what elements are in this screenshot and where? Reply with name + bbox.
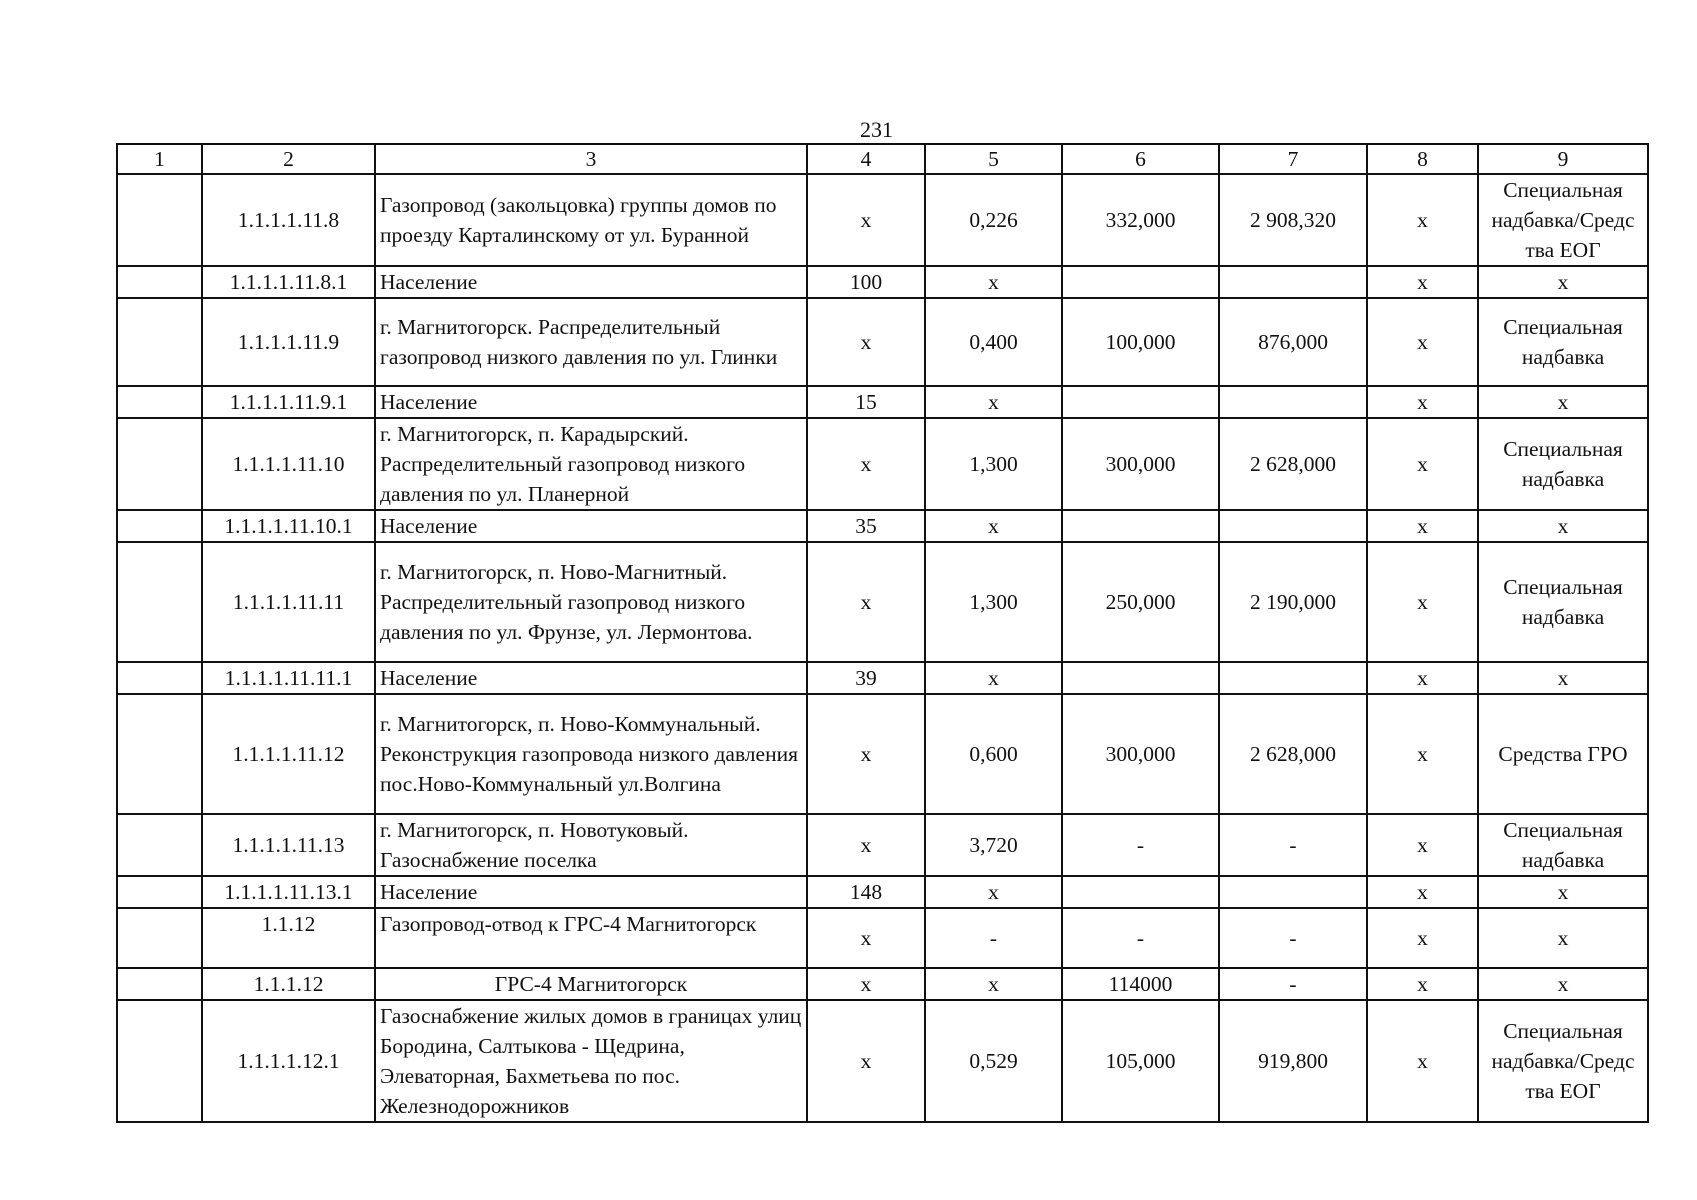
cell-col6: 105,000 — [1062, 1000, 1219, 1122]
cell-col5: х — [925, 266, 1062, 298]
cell-col5: - — [925, 908, 1062, 968]
cell-col1 — [117, 298, 202, 386]
table-row — [117, 266, 1648, 298]
column-header: 2 — [202, 144, 375, 174]
table-row — [117, 418, 1648, 510]
table-row — [117, 876, 1648, 908]
column-header: 3 — [375, 144, 807, 174]
cell-col1 — [117, 542, 202, 662]
cell-col1 — [117, 174, 202, 266]
cell-col4: 15 — [807, 386, 925, 418]
cell-col4: х — [807, 1000, 925, 1122]
cell-col4: х — [807, 814, 925, 876]
cell-col5: 1,300 — [925, 418, 1062, 510]
cell-col8: х — [1367, 266, 1478, 298]
cell-col7: - — [1219, 968, 1367, 1000]
cell-source: х — [1478, 968, 1648, 1000]
cell-col1 — [117, 510, 202, 542]
cell-col4: 39 — [807, 662, 925, 694]
cell-col8: х — [1367, 694, 1478, 814]
investment-table — [116, 143, 1649, 1123]
cell-col8: х — [1367, 1000, 1478, 1122]
cell-col6: 114000 — [1062, 968, 1219, 1000]
header-row — [117, 144, 1648, 174]
column-header: 8 — [1367, 144, 1478, 174]
table-row — [117, 298, 1648, 386]
cell-col6: 332,000 — [1062, 174, 1219, 266]
cell-source: х — [1478, 510, 1648, 542]
cell-col7: - — [1219, 814, 1367, 876]
table-row — [117, 814, 1648, 876]
column-header: 5 — [925, 144, 1062, 174]
cell-source: Специальная надбавка/Средс тва ЕОГ — [1478, 174, 1648, 266]
cell-source: х — [1478, 662, 1648, 694]
table-row — [117, 386, 1648, 418]
cell-col7 — [1219, 386, 1367, 418]
cell-col1 — [117, 1000, 202, 1122]
cell-col7 — [1219, 662, 1367, 694]
cell-col8: х — [1367, 814, 1478, 876]
cell-col1 — [117, 908, 202, 968]
cell-col4: х — [807, 418, 925, 510]
cell-col6 — [1062, 386, 1219, 418]
cell-code: 1.1.1.1.11.11.1 — [202, 662, 375, 694]
cell-col7: - — [1219, 908, 1367, 968]
cell-col5: х — [925, 386, 1062, 418]
cell-code: 1.1.1.1.11.8.1 — [202, 266, 375, 298]
cell-col1 — [117, 662, 202, 694]
cell-code: 1.1.1.1.11.11 — [202, 542, 375, 662]
cell-source: Специальная надбавка — [1478, 542, 1648, 662]
cell-col6: 100,000 — [1062, 298, 1219, 386]
cell-col7: 2 628,000 — [1219, 694, 1367, 814]
cell-col4: х — [807, 968, 925, 1000]
cell-source: Специальная надбавка/Средс тва ЕОГ — [1478, 1000, 1648, 1122]
cell-code: 1.1.1.1.11.12 — [202, 694, 375, 814]
cell-col6: - — [1062, 908, 1219, 968]
column-header: 4 — [807, 144, 925, 174]
cell-col6: 300,000 — [1062, 694, 1219, 814]
cell-code: 1.1.1.1.11.13.1 — [202, 876, 375, 908]
cell-col1 — [117, 814, 202, 876]
cell-source: Специальная надбавка — [1478, 814, 1648, 876]
cell-col7 — [1219, 266, 1367, 298]
cell-col5: х — [925, 968, 1062, 1000]
cell-col8: х — [1367, 542, 1478, 662]
cell-col7: 2 190,000 — [1219, 542, 1367, 662]
cell-code: 1.1.1.1.11.10.1 — [202, 510, 375, 542]
cell-description: г. Магнитогорск. Распределительный газопровод низкого давления по ул. Глинки — [375, 298, 807, 386]
cell-source: х — [1478, 386, 1648, 418]
cell-description: Население — [375, 266, 807, 298]
cell-description: г. Магнитогорск, п. Ново-Коммунальный. Реконструкция газопровода низкого давления пос.Ново-Коммунальный ул.Волгина — [375, 694, 807, 814]
table-row — [117, 908, 1648, 968]
table-row — [117, 662, 1648, 694]
cell-description: г. Магнитогорск, п. Карадырский. Распределительный газопровод низкого давления по ул. Планерной — [375, 418, 807, 510]
cell-col6: 250,000 — [1062, 542, 1219, 662]
cell-description: Газопровод (закольцовка) группы домов по проезду Карталинскому от ул. Буранной — [375, 174, 807, 266]
cell-col7: 876,000 — [1219, 298, 1367, 386]
table-row — [117, 174, 1648, 266]
cell-col1 — [117, 418, 202, 510]
cell-col8: х — [1367, 968, 1478, 1000]
cell-code: 1.1.1.1.11.8 — [202, 174, 375, 266]
cell-description: Население — [375, 386, 807, 418]
cell-description: Население — [375, 876, 807, 908]
cell-description: Газоснабжение жилых домов в границах улиц Бородина, Салтыкова - Щедрина, Элеваторная, Бахметьева по пос. Железнодорожников — [375, 1000, 807, 1122]
cell-code: 1.1.1.1.11.10 — [202, 418, 375, 510]
cell-col5: 1,300 — [925, 542, 1062, 662]
cell-col4: 35 — [807, 510, 925, 542]
cell-description: ГРС-4 Магнитогорск — [375, 968, 807, 1000]
cell-code: 1.1.1.1.11.9.1 — [202, 386, 375, 418]
cell-source: Специальная надбавка — [1478, 298, 1648, 386]
cell-col6 — [1062, 876, 1219, 908]
cell-col5: 0,226 — [925, 174, 1062, 266]
cell-col4: х — [807, 542, 925, 662]
cell-description: Население — [375, 662, 807, 694]
cell-col4: х — [807, 298, 925, 386]
cell-col5: х — [925, 510, 1062, 542]
cell-code: 1.1.1.1.12.1 — [202, 1000, 375, 1122]
cell-source: Специальная надбавка — [1478, 418, 1648, 510]
cell-col7 — [1219, 876, 1367, 908]
cell-col7: 919,800 — [1219, 1000, 1367, 1122]
cell-col1 — [117, 386, 202, 418]
cell-col6 — [1062, 662, 1219, 694]
cell-col8: х — [1367, 908, 1478, 968]
cell-col4: 100 — [807, 266, 925, 298]
cell-col7: 2 908,320 — [1219, 174, 1367, 266]
cell-source: Средства ГРО — [1478, 694, 1648, 814]
cell-col4: 148 — [807, 876, 925, 908]
cell-source: х — [1478, 908, 1648, 968]
cell-col1 — [117, 968, 202, 1000]
column-header: 9 — [1478, 144, 1648, 174]
cell-col8: х — [1367, 662, 1478, 694]
table-row — [117, 968, 1648, 1000]
cell-col5: 0,400 — [925, 298, 1062, 386]
cell-col8: х — [1367, 510, 1478, 542]
cell-col8: х — [1367, 876, 1478, 908]
cell-col6: - — [1062, 814, 1219, 876]
cell-col4: х — [807, 694, 925, 814]
table-row — [117, 542, 1648, 662]
cell-source: х — [1478, 266, 1648, 298]
cell-col1 — [117, 694, 202, 814]
column-header: 7 — [1219, 144, 1367, 174]
cell-description: г. Магнитогорск, п. Новотуковый. Газоснабжение поселка — [375, 814, 807, 876]
cell-col8: х — [1367, 174, 1478, 266]
cell-description: Газопровод-отвод к ГРС-4 Магнитогорск — [375, 908, 807, 968]
cell-code: 1.1.1.12 — [202, 968, 375, 1000]
page-number: 231 — [860, 117, 893, 142]
cell-code: 1.1.12 — [202, 908, 375, 968]
cell-code: 1.1.1.1.11.9 — [202, 298, 375, 386]
table-row — [117, 694, 1648, 814]
cell-col5: 0,529 — [925, 1000, 1062, 1122]
cell-source: х — [1478, 876, 1648, 908]
cell-col7 — [1219, 510, 1367, 542]
cell-col8: х — [1367, 298, 1478, 386]
cell-col6 — [1062, 266, 1219, 298]
cell-col5: 0,600 — [925, 694, 1062, 814]
cell-col5: х — [925, 662, 1062, 694]
cell-description: Население — [375, 510, 807, 542]
cell-col7: 2 628,000 — [1219, 418, 1367, 510]
cell-col5: х — [925, 876, 1062, 908]
table-row — [117, 1000, 1648, 1122]
cell-col8: х — [1367, 386, 1478, 418]
cell-code: 1.1.1.1.11.13 — [202, 814, 375, 876]
cell-col4: х — [807, 174, 925, 266]
table-row — [117, 510, 1648, 542]
cell-col5: 3,720 — [925, 814, 1062, 876]
cell-col6 — [1062, 510, 1219, 542]
cell-description: г. Магнитогорск, п. Ново-Магнитный. Распределительный газопровод низкого давления по ул. Фрунзе, ул. Лермонтова. — [375, 542, 807, 662]
column-header: 6 — [1062, 144, 1219, 174]
cell-col6: 300,000 — [1062, 418, 1219, 510]
column-header: 1 — [117, 144, 202, 174]
cell-col1 — [117, 266, 202, 298]
cell-col4: х — [807, 908, 925, 968]
cell-col1 — [117, 876, 202, 908]
cell-col8: х — [1367, 418, 1478, 510]
